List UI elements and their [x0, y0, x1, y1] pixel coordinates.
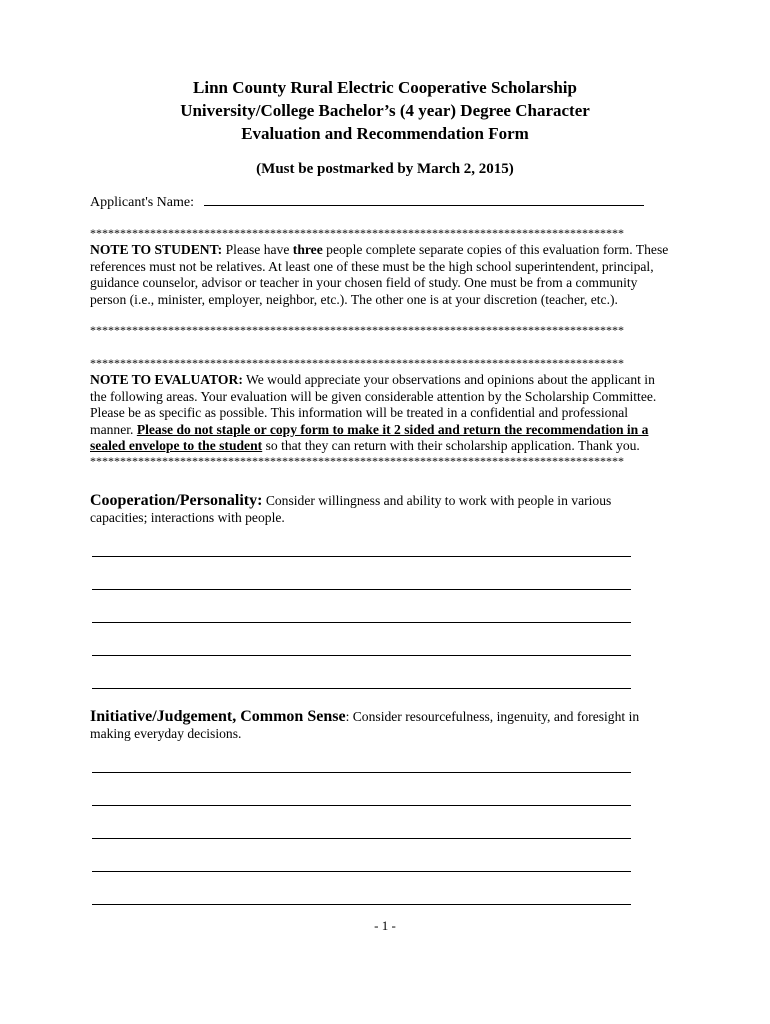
star-divider: ***************************************************************************************** — [90, 455, 624, 467]
note-evaluator-label: NOTE TO EVALUATOR: — [90, 372, 243, 387]
answer-line[interactable] — [92, 772, 631, 773]
answer-line[interactable] — [92, 805, 631, 806]
title-line-1: Linn County Rural Electric Cooperative Scholarship — [193, 78, 577, 97]
section-cooperation — [90, 492, 672, 526]
note-evaluator-instruction: Please do not staple or copy form to make it 2 sided and return the recommendation in a sealed envelope to the student — [90, 421, 649, 454]
postmark-deadline: (Must be postmarked by March 2, 2015) — [256, 161, 514, 177]
answer-line[interactable] — [92, 556, 631, 557]
section-initiative — [90, 708, 672, 742]
star-divider: ***************************************************************************************** — [90, 357, 624, 369]
applicant-name-label: Applicant's Name: — [90, 195, 194, 210]
note-student-text-2: people complete separate copies of this evaluation form. These references must not be relatives. At least one of these must be the high school superintendent, principal, guidance counselor, advisor or teacher in your chosen field of study. One must be from a community person (i.e., minister, employer, neighbor, etc.). The other one is at your discretion (teacher, etc.). — [90, 242, 669, 307]
note-evaluator-text-1: We would appreciate your observations and opinions about the applicant in the following areas. Your evaluation will be given considerable attention by the Scholarship Committee. Please be as specific as possible. This information will be treated in a confidential and professional manner. — [90, 372, 657, 437]
answer-line[interactable] — [92, 871, 631, 872]
section-heading: Cooperation/Personality: — [90, 492, 263, 509]
form-title — [0, 76, 770, 145]
note-student-label: NOTE TO STUDENT: — [90, 242, 223, 257]
answer-line[interactable] — [92, 838, 631, 839]
title-line-3: Evaluation and Recommendation Form — [241, 124, 529, 143]
section-description: : Consider resourcefulness, ingenuity, and foresight in making everyday decisions. — [90, 709, 640, 741]
answer-line[interactable] — [92, 904, 631, 905]
note-student-bold: three — [292, 242, 323, 257]
applicant-name-field — [90, 193, 644, 211]
applicant-name-line[interactable] — [204, 193, 644, 206]
star-divider: ***************************************************************************************** — [90, 227, 624, 239]
answer-line[interactable] — [92, 622, 631, 623]
section-description: Consider willingness and ability to work with people in various capacities; interactions with people. — [90, 493, 612, 525]
title-line-2: University/College Bachelor’s (4 year) Degree Character — [180, 101, 590, 120]
answer-line[interactable] — [92, 688, 631, 689]
note-evaluator-text-2: so that they can return with their scholarship application. Thank you. — [262, 438, 640, 454]
page-number: - 1 - — [374, 918, 396, 933]
note-student-text-1: Please have — [222, 242, 293, 257]
note-to-student — [90, 242, 672, 308]
star-divider: ***************************************************************************************** — [90, 324, 624, 336]
note-to-evaluator — [90, 372, 672, 455]
answer-line[interactable] — [92, 589, 631, 590]
answer-line[interactable] — [92, 655, 631, 656]
section-heading: Initiative/Judgement, Common Sense — [90, 708, 346, 725]
